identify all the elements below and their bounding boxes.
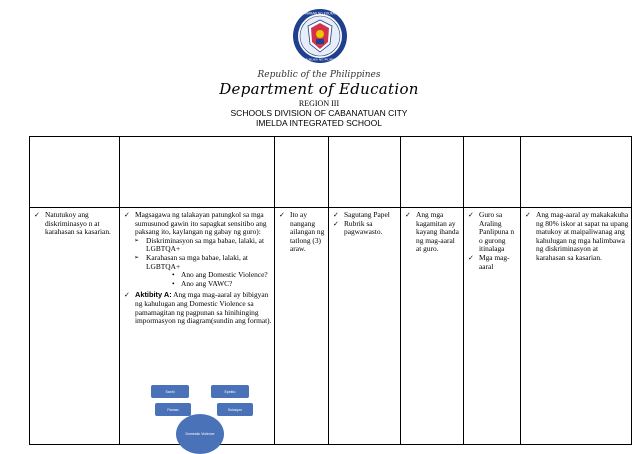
table-cell [120,137,275,208]
assessment-item: Sagutang Papel [344,210,390,219]
seal-text: KAGAWARAN NG EDUKASYON [296,11,344,16]
arrow-bullet-icon: ➢ [134,236,140,244]
division-line: SCHOOLS DIVISION OF CABANATUAN CITY [230,108,408,118]
table-header-row [30,137,632,208]
lesson-plan-table [29,136,632,445]
table-cell [521,137,632,208]
table-cell [329,137,401,208]
activity-sub-1: Diskriminasyon sa mga babae, lalaki, at LGBTQA+ [146,235,265,254]
success-indicator-text: Ang mag-aaral ay makakakuha ng 80% iskor at sapat na upang matukoy at maipaliwanag ang kahulugan ng mga halimbawa ng diskriminasyon at karahasan sa kasarian. [536,210,629,262]
region-line: REGION III [298,99,340,108]
time-text: Ito ay nangang ailangan ng tatlong (3) araw. [290,210,325,254]
domestic-violence-diagram [147,380,287,451]
checkmark-icon: ✓ [468,253,474,262]
republic-line: Republic of the Philippines [257,70,381,80]
success-indicator-cell [521,208,632,445]
department-title: Department of Education [219,80,419,98]
checkmark-icon: ✓ [525,211,531,219]
materials-text: Ang mga kagamitan ay kayang ihanda ng mag-aaral at guro. [416,210,459,254]
assessment-cell [329,208,401,445]
checkmark-icon: ✓ [333,219,339,228]
table-cell [401,137,464,208]
persons-item: Guro sa Araling Panlipuna n o gurong itinalaga [479,210,515,254]
persons-item: Mga mag-aaral [479,252,510,271]
activity-dot-2: Ano ang VAWC? [181,278,233,288]
table-cell [464,137,521,208]
objective-cell [30,208,120,445]
checkmark-icon: ✓ [124,211,130,219]
checkmark-icon: ✓ [279,211,285,219]
activity-sub-2: Karahasan sa mga babae, lalaki, at LGBTQA+ [146,252,248,271]
checkmark-icon: ✓ [405,211,411,219]
diagram-box-mid-right: Solusyon [217,403,253,416]
assessment-item: Rubrik sa pagwawasto. [344,218,383,237]
diagram-box-mid-left: Paraan [155,403,191,416]
table-row [30,208,632,445]
checkmark-icon: ✓ [34,211,40,219]
activity-intro: Magsagawa ng talakayan patungkol sa mga sumusunod gawin ito sapagkat sensitibo ang paksang ito, kaylangan ng gabay ng guro): [135,210,267,237]
school-line: IMELDA INTEGRATED SCHOOL [256,118,382,128]
seal-bottom-text: REPUBLIKA NG PILIPINAS [301,57,339,62]
activity-a-text: Ang mga mag-aaral ay bibigyan ng kahulugan ang Domestic Violence sa pamamagitan ng pagpunan sa hinihinging impormasyon ng diagram(sundin ang format). [135,290,272,326]
persons-cell [464,208,521,445]
arrow-bullet-icon: ➢ [134,253,140,261]
diagram-box-top-left: Sanhi [151,385,189,398]
diagram-center-circle: Domestic Violence [176,414,224,454]
deped-seal-logo [292,8,348,64]
objective-text: Natutukoy ang diskriminasyo n at karahasan sa kasarian. [45,210,111,237]
checkmark-icon: ✓ [468,211,474,219]
table-cell [275,137,329,208]
materials-cell [401,208,464,445]
activity-a-label: Aktibity A: [135,290,172,300]
bullet-icon: • [172,270,175,280]
table-cell [30,137,120,208]
bullet-icon: • [172,278,175,288]
checkmark-icon: ✓ [333,211,339,219]
diagram-box-top-right: Epekto [211,385,249,398]
checkmark-icon: ✓ [124,291,130,300]
activity-dot-1: Ano ang Domestic Violence? [181,270,268,280]
